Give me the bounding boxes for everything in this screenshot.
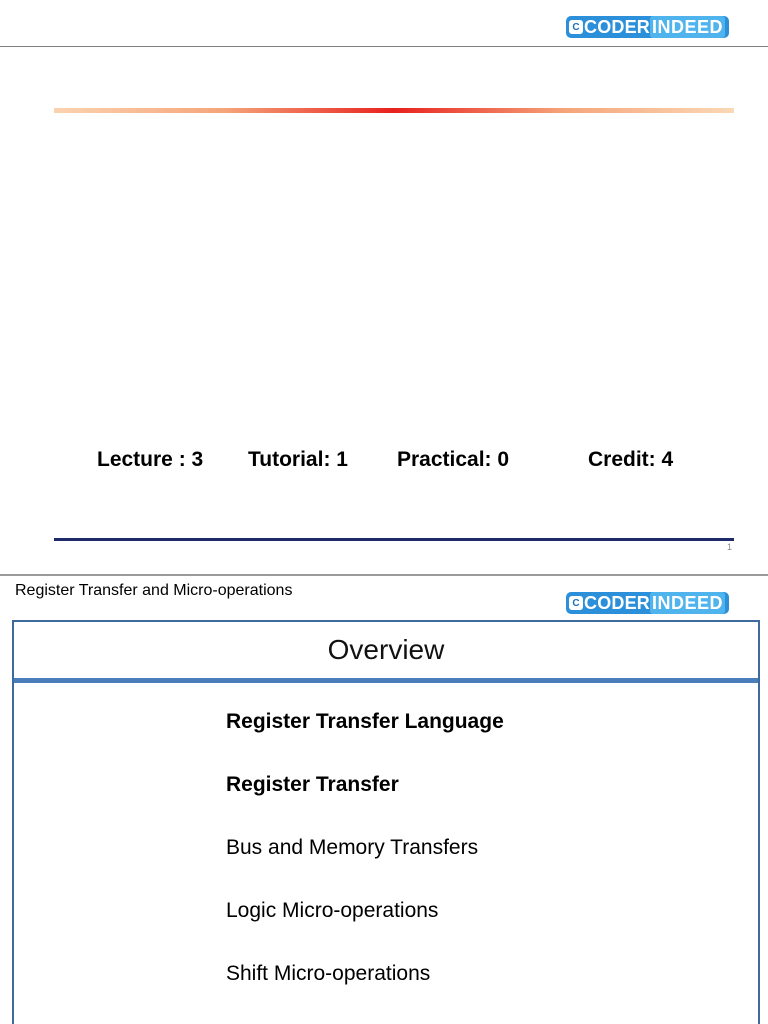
logo-text-coder: CODER [584, 17, 651, 37]
slide-2 [0, 576, 768, 1024]
title-gradient-bar [54, 108, 734, 113]
coderindeed-logo [566, 16, 729, 38]
meta-credit: Credit: 4 [588, 448, 674, 471]
header-rule [0, 46, 768, 47]
list-item: Logic Micro-operations [226, 899, 439, 922]
logo-text-indeed: INDEED [652, 17, 724, 37]
coderindeed-logo [566, 592, 729, 614]
meta-practical: Practical: 0 [397, 448, 510, 471]
footer-rule [54, 538, 734, 541]
logo-badge-icon: C [569, 596, 583, 610]
logo-text-indeed: INDEED [652, 593, 724, 613]
title-band-rule [14, 678, 758, 683]
page-number: 1 [726, 542, 732, 552]
overview-list [226, 694, 746, 1009]
slide-header-text: Register Transfer and Micro-operations [15, 582, 293, 599]
logo-badge-icon: C [569, 20, 583, 34]
overview-frame [12, 620, 760, 1024]
overview-title: Overview [327, 634, 445, 665]
list-item: Register Transfer [226, 773, 399, 796]
course-meta-row [0, 448, 768, 476]
list-item: Register Transfer Language [226, 710, 504, 733]
meta-lecture: Lecture : 3 [97, 448, 204, 471]
list-item: Bus and Memory Transfers [226, 836, 479, 859]
logo-text-coder: CODER [584, 593, 651, 613]
list-item: Shift Micro-operations [226, 962, 431, 985]
meta-tutorial: Tutorial: 1 [248, 448, 348, 471]
